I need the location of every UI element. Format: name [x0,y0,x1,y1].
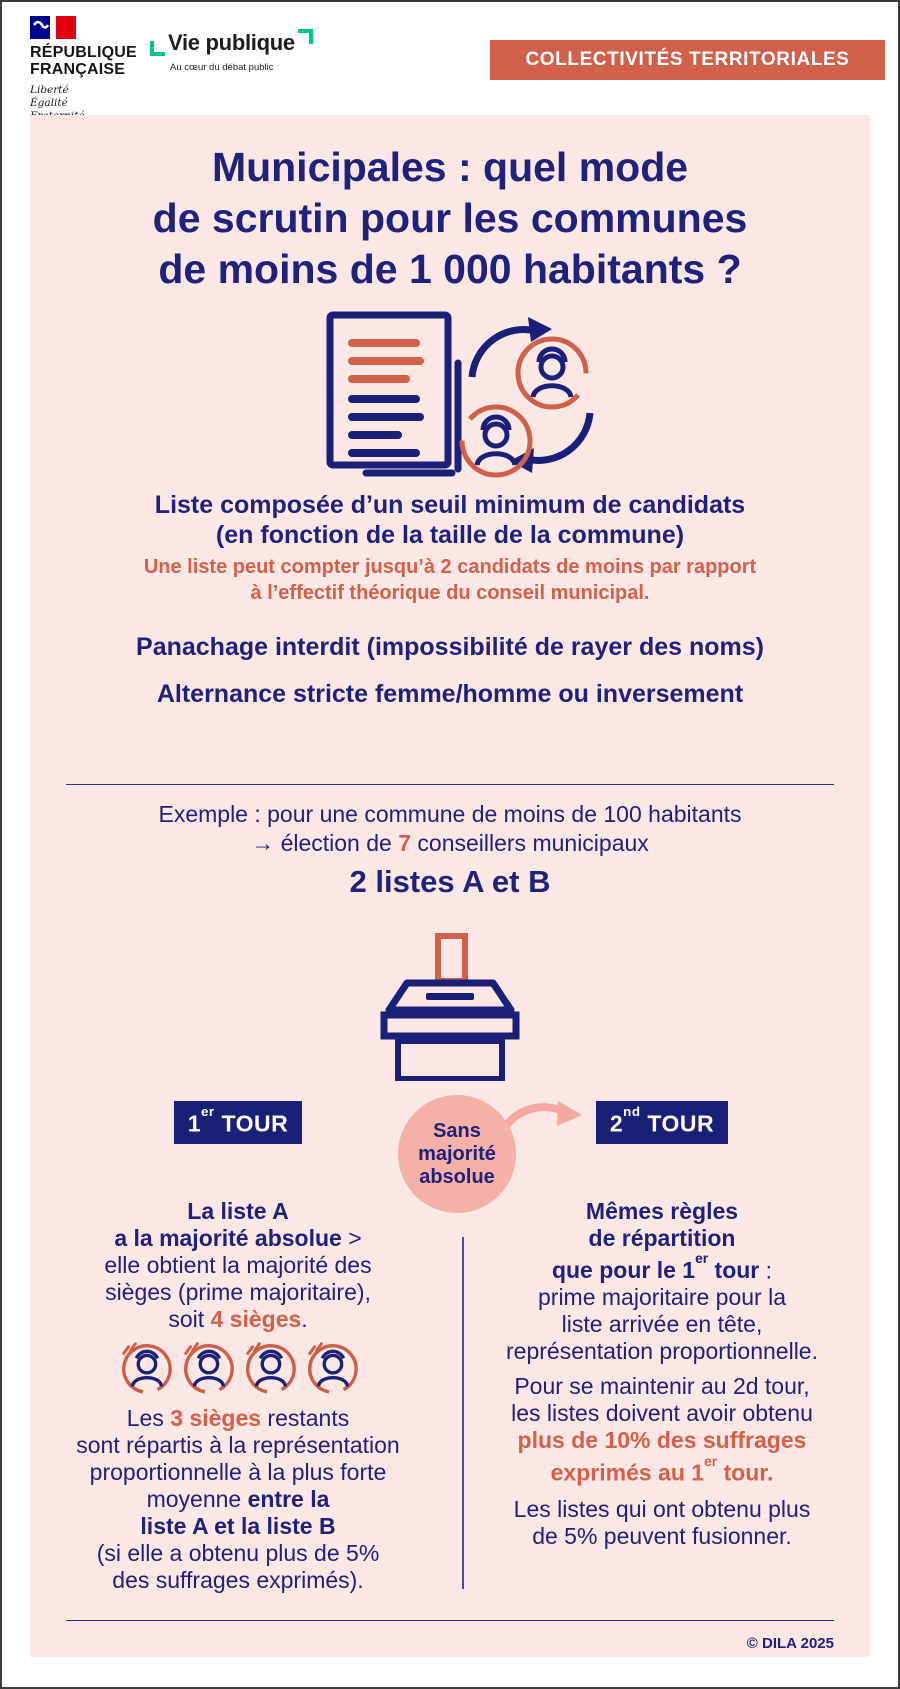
body-line [462,1252,862,1285]
example-segment: élection de [274,830,399,856]
vie-publique-logo [150,30,313,73]
elected-councillor-icon [240,1339,298,1397]
ordinal-suffix: nd [623,1104,641,1120]
rule-line: (en fonction de la taille de la commune) [215,521,685,549]
segment: exprimés au 1 [550,1459,705,1486]
body-line: (si elle a obtenu plus de 5% [96,1539,380,1566]
copyright: © DILA 2025 [746,1634,834,1652]
body-line: Pour se maintenir au 2d tour, [514,1373,810,1400]
second-round-column [462,1095,862,1594]
candidate-list-swap-icon [30,309,870,484]
second-round-paragraph [462,1198,862,1366]
header [0,0,900,115]
rule-panachage: Panachage interdit (impossibilité de rayer des noms) [136,633,764,661]
green-bracket-icon [150,41,165,56]
rf-wordmark [30,44,137,78]
body-line: liste A et la liste B [140,1512,336,1539]
example-line [30,829,870,858]
body-line: plus de 10% des suffrages [517,1427,807,1454]
rule-liste [30,490,870,550]
second-round-badge [596,1101,728,1144]
body-line: liste arrivée en tête, [561,1311,763,1338]
elected-councillor-icon [116,1339,174,1397]
page-title [30,142,870,295]
arrow-glyph: → [251,830,275,856]
rule-line: Liste composée d’un seuil minimum de candidats [154,491,746,519]
rule-liste-note [30,554,870,606]
elected-councillor-icon [302,1339,360,1397]
body-line: sièges (prime majoritaire), [105,1278,371,1305]
title-line: de moins de 1 000 habitants ? [158,246,742,292]
body-line: Mêmes règles [585,1197,739,1224]
ordinal-suffix: er [201,1104,215,1120]
seats-row [38,1339,438,1397]
body-line [38,1225,438,1252]
circle-line: Sans [433,1119,481,1142]
ballot-box-icon [30,933,870,1081]
segment: moyenne [146,1485,248,1512]
devise-line: Égalité [30,97,68,109]
lists-heading: 2 listes A et B [349,864,551,899]
first-round-badge [174,1101,303,1144]
body-line [38,1306,438,1333]
body-line: elle obtient la majorité des [104,1251,372,1278]
body-line [38,1405,438,1432]
first-round-paragraph [38,1405,438,1594]
body-line: représentation proportionnelle. [506,1338,818,1365]
segment: soit [168,1305,211,1332]
column-divider [462,1237,464,1589]
collectivites-territoriales-badge: COLLECTIVITÉS TERRITORIALES [490,40,885,80]
vie-publique-wordmark: Vie publique [168,30,295,55]
segment: tour. [717,1459,774,1486]
bold-segment [551,1251,760,1284]
bold-segment: a la majorité absolue [114,1224,342,1251]
body-line: sont répartis à la représentation [76,1431,400,1458]
body-line: de répartition [588,1224,736,1251]
sans-majorite-circle [398,1095,516,1213]
tours-section [30,1095,870,1594]
rf-line: RÉPUBLIQUE [30,44,137,61]
segment: : [759,1257,773,1284]
segment: Les [126,1404,171,1431]
devise-line: Liberté [30,84,69,96]
first-round-column [38,1095,438,1594]
elected-councillor-icon [178,1339,236,1397]
bold-segment: entre la [247,1485,330,1512]
body-line: les listes doivent avoir obtenu [511,1400,813,1427]
segment: que pour le 1 [551,1257,696,1284]
circle-line: absolue [419,1165,495,1188]
seats-count: 4 sièges [210,1305,302,1332]
segment: tour [708,1257,760,1284]
badge-label: TOUR [214,1110,289,1137]
circle-line: majorité [418,1142,496,1165]
example-segment: conseillers municipaux [411,830,649,856]
councillors-count: 7 [398,830,412,856]
remaining-seats-count: 3 sièges [170,1404,262,1431]
divider [66,1620,834,1621]
vie-publique-tagline: Au cœur du débat public [170,61,274,73]
body-line: Les listes qui ont obtenu plus [513,1495,811,1522]
ordinal-suffix: er [695,1251,709,1267]
body-line: prime majoritaire pour la [538,1284,786,1311]
infographic-card [30,115,870,1657]
republique-francaise-logo [30,16,137,123]
body-line [38,1486,438,1513]
body-line [462,1454,862,1487]
divider [66,784,834,785]
ordinal-suffix: er [704,1454,718,1470]
badge-num: 2 [609,1110,624,1137]
french-flag-icon [30,16,76,39]
rf-line: FRANÇAISE [30,61,126,78]
segment: > [341,1224,362,1251]
example-text [30,800,870,858]
note-line: Une liste peut compter jusqu’à 2 candidats de moins par rapport [143,556,757,578]
segment: . [301,1305,308,1332]
body-line: de 5% peuvent fusionner. [532,1522,792,1549]
body-line: proportionnelle à la plus forte [89,1458,387,1485]
badge-num: 1 [187,1110,202,1137]
title-line: de scrutin pour les communes [152,195,748,241]
first-round-paragraph [38,1198,438,1333]
second-round-paragraph [462,1373,862,1487]
example-line: Exemple : pour une commune de moins de 100 habitants [158,801,742,827]
title-line: Municipales : quel mode [211,144,689,190]
note-line: à l’effectif théorique du conseil municipal. [250,582,650,604]
segment: restants [261,1404,350,1431]
body-line: La liste A [187,1197,289,1224]
rule-alternance: Alternance stricte femme/homme ou inversement [156,680,744,708]
green-bracket-icon [298,29,313,44]
body-line: des suffrages exprimés). [112,1566,364,1593]
second-round-paragraph [462,1496,862,1550]
badge-label: TOUR [640,1110,715,1137]
